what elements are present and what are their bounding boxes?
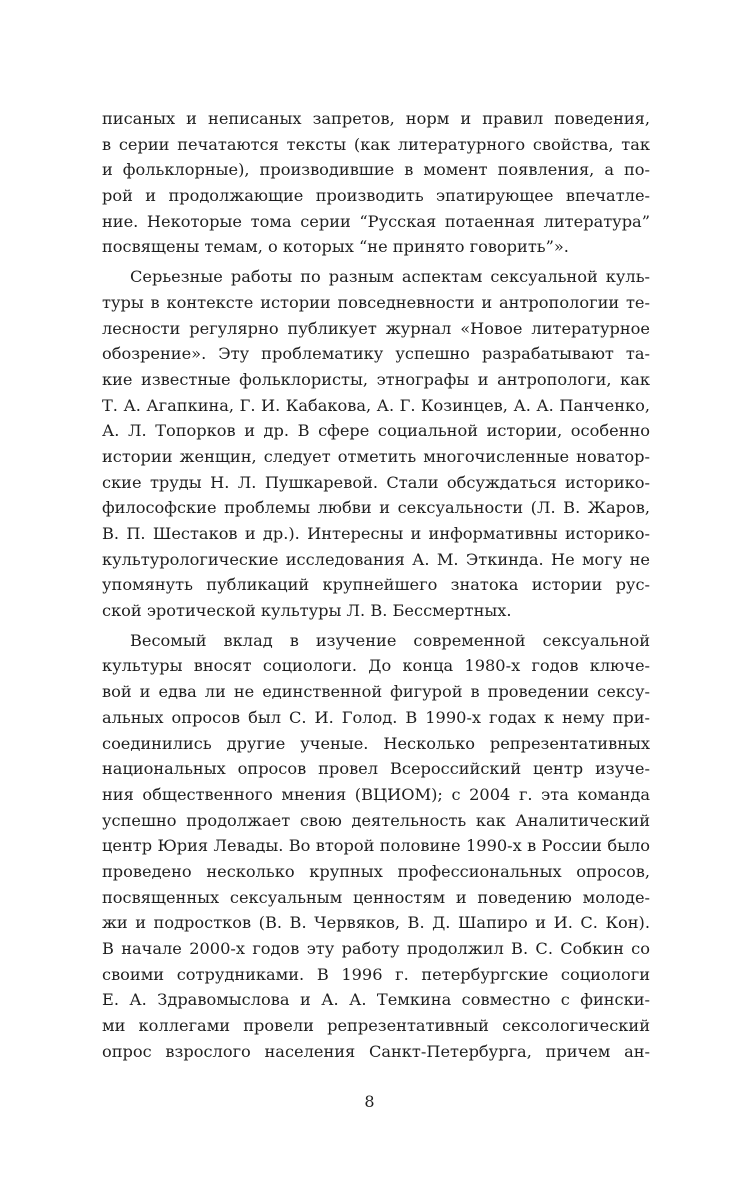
text-line: рой и продолжающие производить эпатирующее впечатле- — [102, 186, 650, 206]
text-line: кие известные фольклористы, этнографы и антропологи, как — [102, 369, 650, 389]
body-text — [102, 106, 650, 1068]
text-line: и фольклорные), производившие в момент появления, а по- — [102, 160, 650, 180]
text-line: своими сотрудниками. В 1996 г. петербургские социологи — [102, 964, 650, 984]
text-line: ние. Некоторые тома серии “Русская потаенная литература” — [102, 211, 650, 231]
text-line: национальных опросов провел Всероссийский центр изуче- — [102, 759, 650, 779]
text-line: ми коллегами провели репрезентативный сексологический — [102, 1016, 650, 1036]
paragraph — [102, 264, 650, 624]
text-line: опрос взрослого населения Санкт-Петербурга, причем ан- — [102, 1041, 650, 1061]
text-line: упомянуть публикаций крупнейшего знатока истории рус- — [102, 575, 650, 595]
text-line: посвящены темам, о которых “не принято говорить”». — [102, 237, 569, 257]
text-line: Весомый вклад в изучение современной сексуальной — [130, 630, 650, 650]
text-line: Серьезные работы по разным аспектам сексуальной куль- — [130, 267, 650, 287]
text-line: посвященных сексуальным ценностям и поведению молоде- — [102, 887, 650, 907]
text-line: жи и подростков (В. В. Червяков, В. Д. Шапиро и И. С. Кон). — [102, 913, 650, 933]
text-line: успешно продолжает свою деятельность как Аналитический — [102, 810, 650, 830]
text-line: философские проблемы любви и сексуальности (Л. В. Жаров, — [102, 498, 650, 518]
text-line: лесности регулярно публикует журнал «Новое литературное — [102, 318, 650, 338]
text-line: писаных и неписаных запретов, норм и правил поведения, — [102, 109, 650, 128]
text-line: культурологические исследования А. М. Эткинда. Не могу не — [102, 549, 650, 569]
text-line: ской эротической культуры Л. В. Бессмертных. — [102, 601, 512, 621]
paragraph — [102, 106, 650, 260]
text-line: А. Л. Топорков и др. В сфере социальной истории, особенно — [102, 421, 650, 441]
text-line: истории женщин, следует отметить многочисленные новатор- — [102, 446, 650, 466]
text-line: ские труды Н. Л. Пушкаревой. Стали обсуждаться историко- — [102, 472, 650, 492]
text-line: Е. А. Здравомыслова и А. А. Темкина совместно с фински- — [102, 990, 650, 1010]
text-line: В начале 2000-х годов эту работу продолжил В. С. Собкин со — [102, 939, 650, 958]
text-line: в серии печатаются тексты (как литературного свойства, так — [102, 134, 650, 154]
text-line: туры в контексте истории повседневности и антропологии те- — [102, 292, 650, 312]
text-line: В. П. Шестаков и др.). Интересны и информативны историко- — [102, 524, 650, 543]
page-number: 8 — [364, 1092, 375, 1111]
text-line: ния общественного мнения (ВЦИОМ); с 2004 г. эта команда — [102, 784, 650, 804]
text-line: Т. А. Агапкина, Г. И. Кабакова, А. Г. Козинцев, А. А. Панченко, — [102, 395, 650, 415]
text-line: культуры вносят социологи. До конца 1980-х годов ключе- — [102, 656, 650, 676]
text-line: центр Юрия Левады. Во второй половине 1990-х в России было — [102, 836, 650, 856]
text-line: соединились другие ученые. Несколько репрезентативных — [102, 733, 650, 753]
text-line: проведено несколько крупных профессиональных опросов, — [102, 861, 650, 881]
text-line: вой и едва ли не единственной фигурой в проведении сексу- — [102, 682, 650, 702]
text-line: альных опросов был С. И. Голод. В 1990-х годах к нему при- — [102, 707, 650, 727]
text-line: обозрение». Эту проблематику успешно разрабатывают та- — [102, 344, 650, 364]
paragraph — [102, 628, 650, 1065]
